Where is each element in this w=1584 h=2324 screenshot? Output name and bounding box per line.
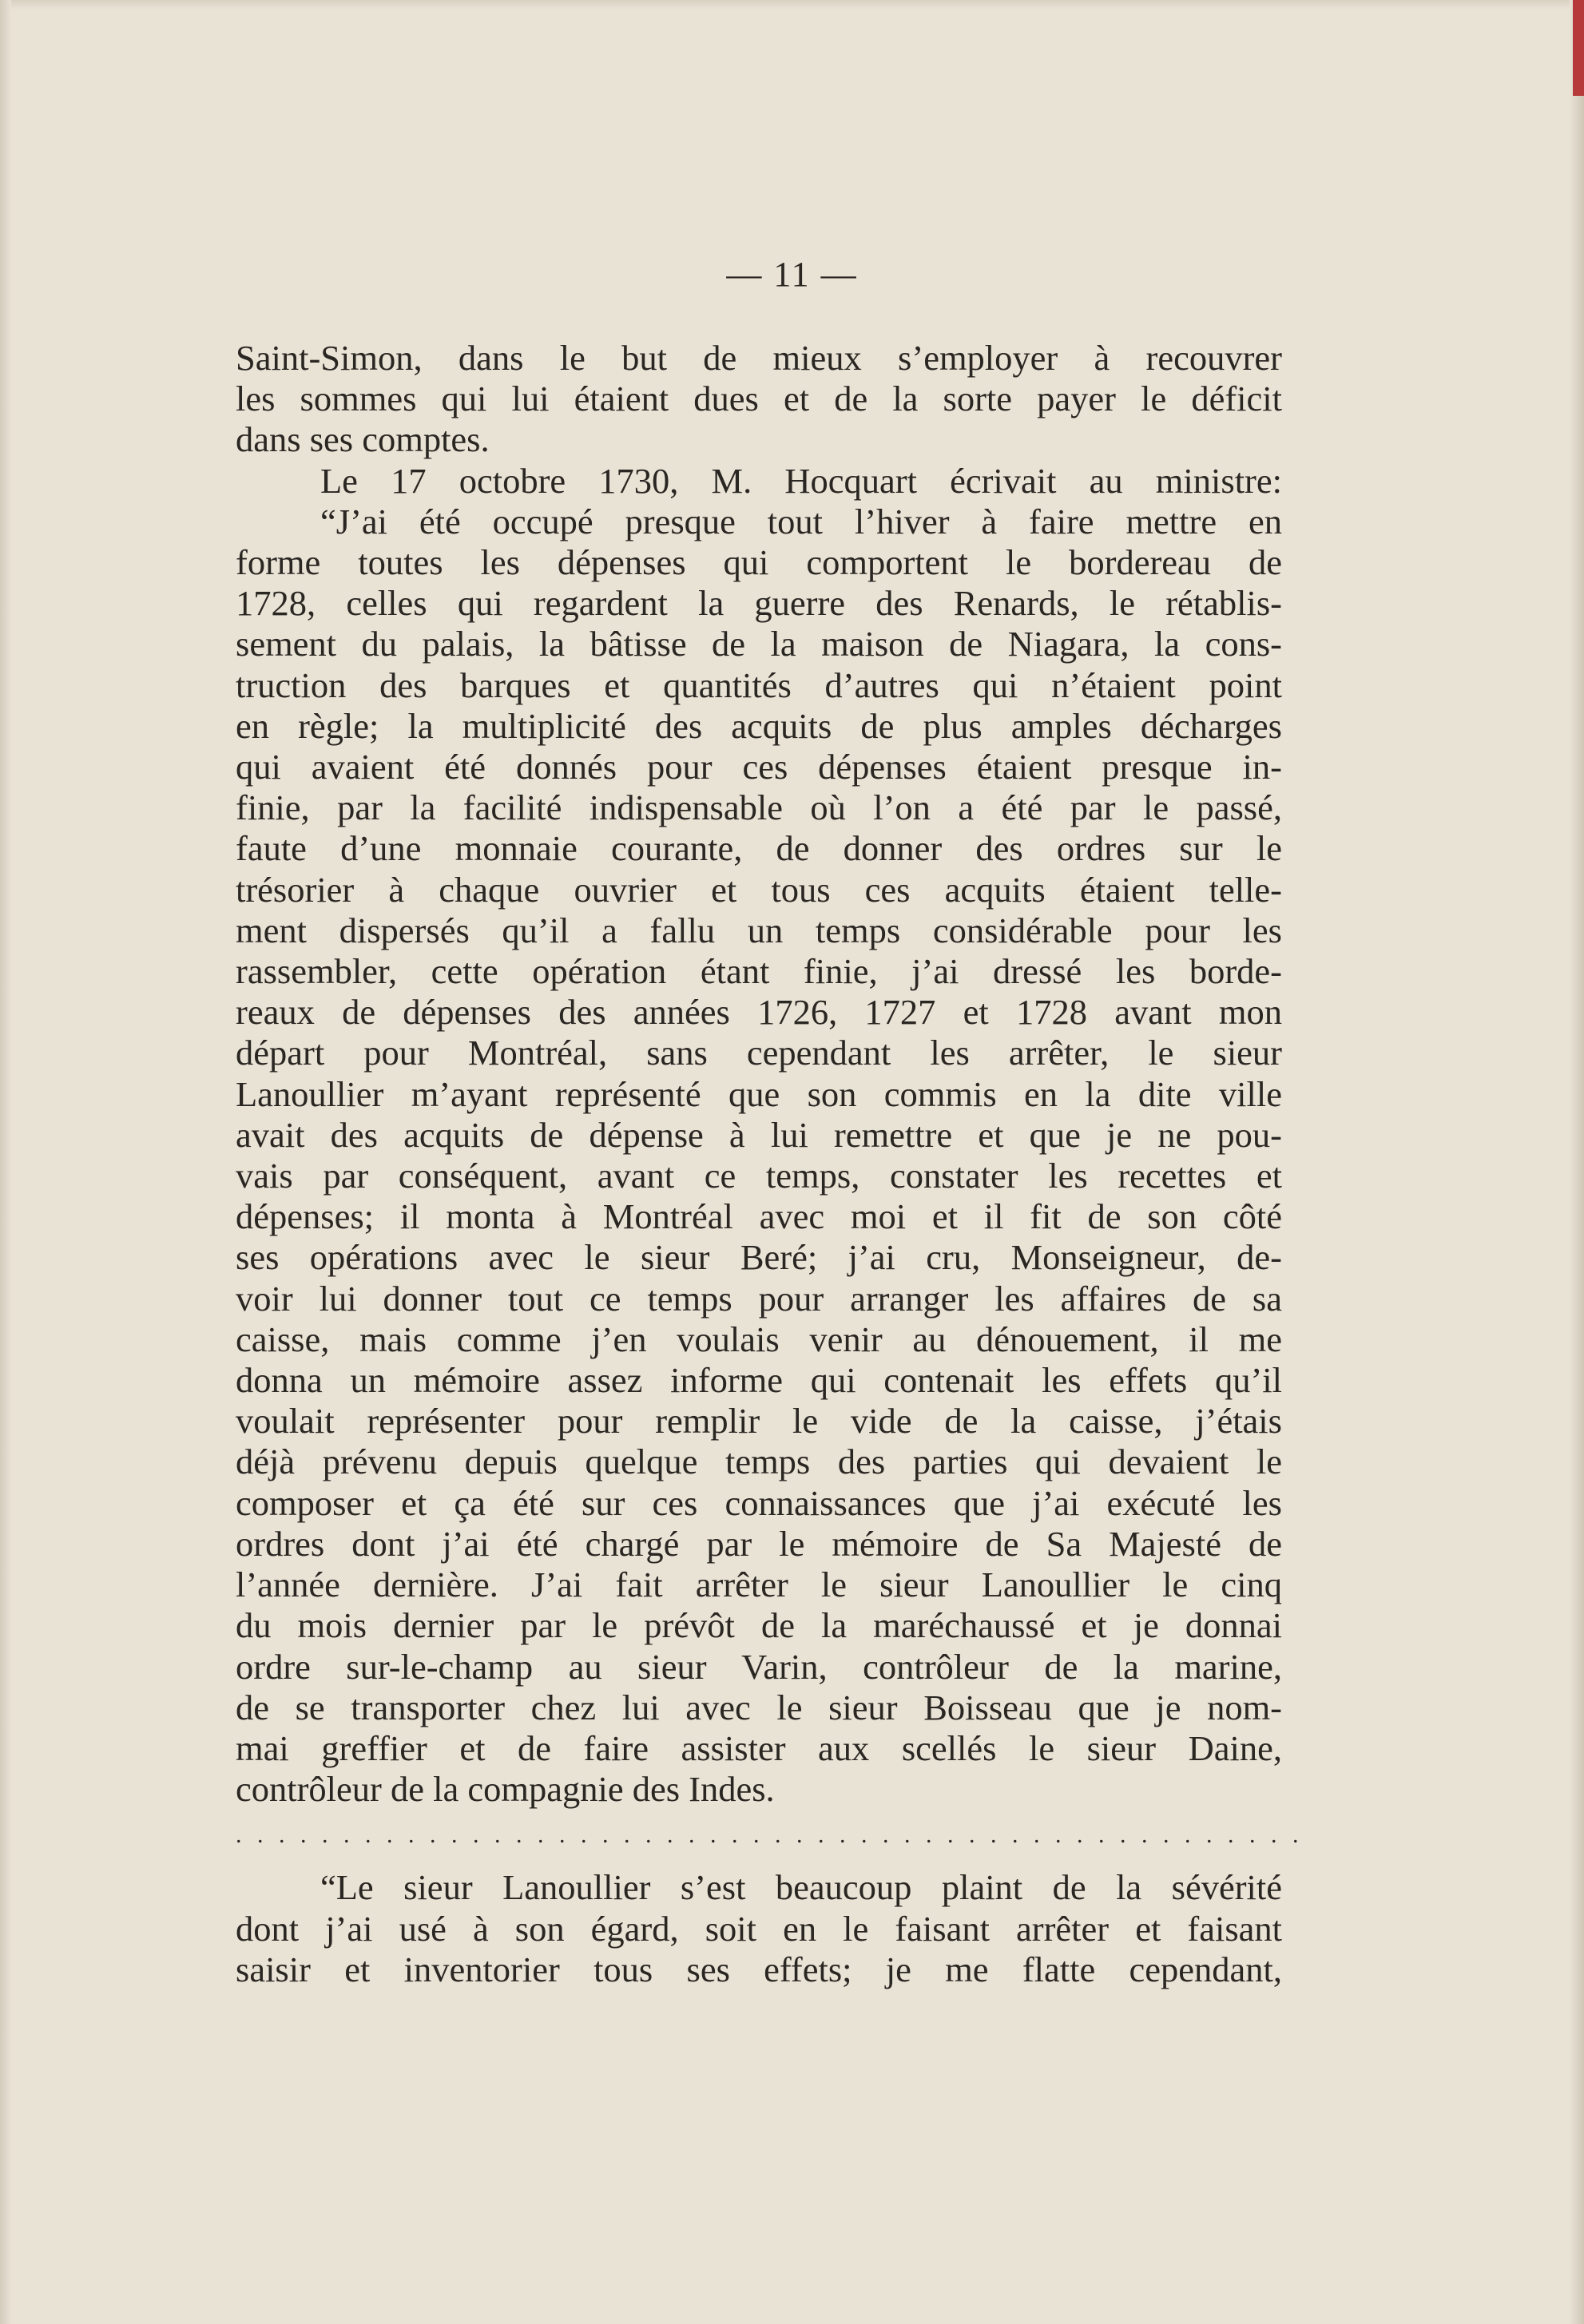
text-line: Le 17 octobre 1730, M. Hocquart écrivait au ministre: xyxy=(320,460,1282,501)
text-line: mai greffier et de faire assister aux scellés le sieur Daine, xyxy=(236,1727,1282,1768)
text-line: contrôleur de la compagnie des Indes. xyxy=(236,1769,775,1810)
text-line: ordre sur-le-champ au sieur Varin, contrôleur de la marine, xyxy=(236,1646,1282,1687)
red-page-marker xyxy=(1573,0,1584,96)
text-line: ordres dont j’ai été chargé par le mémoire de Sa Majesté de xyxy=(236,1523,1282,1564)
page-number: — 11 — xyxy=(726,255,858,294)
text-line: avait des acquits de dépense à lui remettre et que je ne pou- xyxy=(236,1114,1282,1155)
text-line: caisse, mais comme j’en voulais venir au dénouement, il me xyxy=(236,1319,1282,1359)
text-line: vais par conséquent, avant ce temps, constater les recettes et xyxy=(236,1156,1282,1196)
text-line: du mois dernier par le prévôt de la maréchaussé et je donnai xyxy=(236,1605,1282,1646)
text-line: voir lui donner tout ce temps pour arranger les affaires de sa xyxy=(236,1278,1282,1319)
text-line: qui avaient été donnés pour ces dépenses étaient presque in- xyxy=(236,747,1282,787)
text-line: dont j’ai usé à son égard, soit en le faisant arrêter et faisant xyxy=(236,1908,1282,1949)
text-line: truction des barques et quantités d’autres qui n’étaient point xyxy=(236,664,1282,705)
text-line: départ pour Montréal, sans cependant les arrêter, le sieur xyxy=(236,1033,1282,1073)
text-line: trésorier à chaque ouvrier et tous ces acquits étaient telle- xyxy=(236,869,1282,910)
text-line: voulait représenter pour remplir le vide de la caisse, j’étais xyxy=(236,1401,1282,1442)
text-line: l’année dernière. J’ai fait arrêter le sieur Lanoullier le cinq xyxy=(236,1565,1282,1605)
paragraph xyxy=(236,502,1282,1810)
text-line: forme toutes les dépenses qui comportent le bordereau de xyxy=(236,542,1282,583)
text-line: composer et ça été sur ces connaissances que j’ai exécuté les xyxy=(236,1482,1282,1523)
paragraph xyxy=(236,1867,1282,1990)
text-line: faute d’une monnaie courante, de donner des ordres sur le xyxy=(236,828,1282,869)
text-line: de se transporter chez lui avec le sieur Boisseau que je nom- xyxy=(236,1687,1282,1727)
body-text xyxy=(236,338,1304,1990)
page-right-edge xyxy=(1570,0,1584,2324)
text-line: ment dispersés qu’il a fallu un temps considérable pour les xyxy=(236,910,1282,950)
ellipsis-separator: . . . . . . . . . . . . . . . . . . . . . . . . . . . . . . . . . . . . . . . . . . . . . . . . . . xyxy=(236,1822,1304,1849)
page-top-edge xyxy=(0,0,1584,10)
text-line: les sommes qui lui étaient dues et de la sorte payer le déficit xyxy=(236,379,1282,419)
text-line: en règle; la multiplicité des acquits de plus amples décharges xyxy=(236,705,1282,746)
text-line: ses opérations avec le sieur Beré; j’ai cru, Monseigneur, de- xyxy=(236,1237,1282,1278)
text-line: dans ses comptes. xyxy=(236,419,490,460)
text-line: déjà prévenu depuis quelque temps des parties qui devaient le xyxy=(236,1442,1282,1482)
text-line: Lanoullier m’ayant représenté que son commis en la dite ville xyxy=(236,1073,1282,1114)
text-line: “Le sieur Lanoullier s’est beaucoup plaint de la sévérité xyxy=(320,1867,1282,1908)
text-line: Saint-Simon, dans le but de mieux s’employer à recouvrer xyxy=(236,338,1282,378)
text-line: “J’ai été occupé presque tout l’hiver à faire mettre en xyxy=(320,501,1282,541)
text-line: dépenses; il monta à Montréal avec moi et il fit de son côté xyxy=(236,1196,1282,1237)
text-line: saisir et inventorier tous ses effets; je me flatte cependant, xyxy=(236,1949,1282,1989)
paragraph xyxy=(236,461,1282,502)
text-line: 1728, celles qui regardent la guerre des Renards, le rétablis- xyxy=(236,583,1282,624)
text-line: finie, par la facilité indispensable où l’on a été par le passé, xyxy=(236,787,1282,828)
paragraph xyxy=(236,338,1282,461)
page-left-edge xyxy=(0,0,11,2324)
text-line: donna un mémoire assez informe qui contenait les effets qu’il xyxy=(236,1360,1282,1401)
text-line: rassembler, cette opération étant finie, j’ai dressé les borde- xyxy=(236,951,1282,992)
text-line: sement du palais, la bâtisse de la maison de Niagara, la cons- xyxy=(236,624,1282,664)
text-line: reaux de dépenses des années 1726, 1727 et 1728 avant mon xyxy=(236,992,1282,1033)
